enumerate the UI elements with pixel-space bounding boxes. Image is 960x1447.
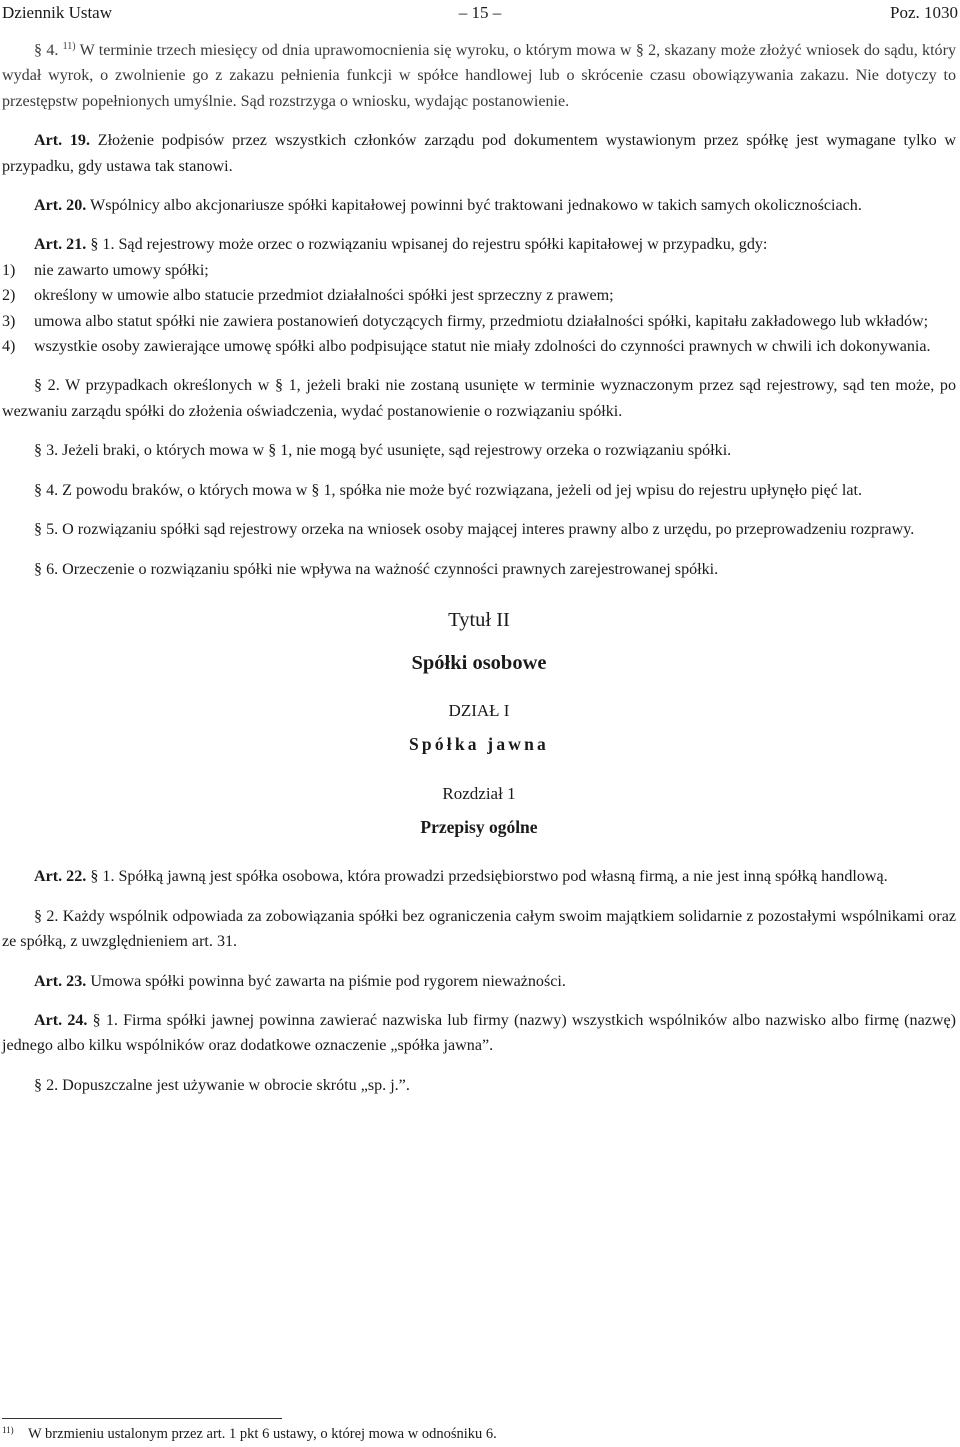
division-subheading: Spółka jawna	[408, 734, 550, 755]
article-19: Art. 19. Złożenie podpisów przez wszystkich członków zarządu pod dokumentem wystawionym przez spółkę jest wymagane tylko w przypadku, gdy ustawa tak stanowi.	[2, 132, 956, 175]
article-21-para-3: § 3. Jeżeli braki, o których mowa w § 1, nie mogą być usunięte, sąd rejestrowy orzeka o rozwiązaniu spółki.	[34, 442, 732, 460]
article-21-para-6: § 6. Orzeczenie o rozwiązaniu spółki nie wpływa na ważność czynności prawnych zarejestrowanej spółki.	[34, 560, 719, 578]
article-21-para-5: § 5. O rozwiązaniu spółki sąd rejestrowy orzeka na wniosek osoby mającej interes prawny albo z urzędu, po przeprowadzeniu rozprawy.	[34, 521, 915, 539]
article-label: Art. 22.	[34, 868, 87, 886]
article-22-para-2: § 2. Każdy wspólnik odpowiada za zobowiązania spółki bez ograniczenia całym swoim majątkiem solidarnie z pozostałymi wspólnikami oraz ze spółką, z uwzględnieniem art. 31.	[2, 907, 956, 951]
document-body	[2, 38, 956, 1098]
footnote	[2, 1424, 497, 1444]
article-23: Art. 23. Umowa spółki powinna być zawarta na piśmie pod rygorem nieważności.	[34, 972, 566, 990]
list-item: 4) wszystkie osoby zawierające umowę spółki albo podpisujące statut nie miały zdolności do czynności prawnych w chwili ich dokonywania.	[2, 338, 931, 356]
article-label: Art. 21.	[34, 236, 87, 254]
article-21-para-2: § 2. W przypadkach określonych w § 1, jeżeli braki nie zostaną usunięte w terminie wyznaczonym przez sąd rejestrowy, sąd ten może, po wezwaniu zarządu spółki do złożenia oświadczenia, wydać postanowienie o rozwiązaniu spółki.	[2, 377, 956, 420]
list-item: 3) umowa albo statut spółki nie zawiera postanowień dotyczących firmy, przedmiotu działalności spółki, kapitału zakładowego lub wkładów;	[2, 312, 929, 330]
article-24: Art. 24. § 1. Firma spółki jawnej powinna zawierać nazwiska lub firmy (nazwy) wszystkich wspólników albo nazwisko albo firmę (nazwę) jednego albo kilku wspólników oraz dodatkowe oznaczenie „spółka jawna”.	[2, 1011, 956, 1055]
footnote-ref[interactable]: 11)	[62, 41, 76, 52]
article-label: Art. 20.	[34, 197, 87, 215]
title-subheading: Spółki osobowe	[411, 652, 547, 675]
article-21: Art. 21. § 1. Sąd rejestrowy może orzec o rozwiązaniu wpisanej do rejestru spółki kapitałowej w przypadku, gdy:	[34, 236, 768, 254]
article-label: Art. 24.	[34, 1011, 88, 1029]
article-21-para-4: § 4. Z powodu braków, o których mowa w § 1, spółka nie może być rozwiązana, jeżeli od jej wpisu do rejestru upłynęło pięć lat.	[34, 481, 863, 499]
journal-title: Dziennik Ustaw	[2, 3, 113, 22]
article-22: Art. 22. § 1. Spółką jawną jest spółka osobowa, która prowadzi przedsiębiorstwo pod własną firmą, a nie jest inną spółką handlową.	[34, 868, 888, 886]
article-24-para-2: § 2. Dopuszczalne jest używanie w obrocie skrótu „sp. j.”.	[34, 1076, 410, 1094]
title-heading: Tytuł II	[448, 608, 510, 631]
article-label: Art. 23.	[34, 972, 87, 990]
footnote-number: 11)	[2, 1425, 14, 1435]
footnote-text: W brzmieniu ustalonym przez art. 1 pkt 6 ustawy, o której mowa w odnośniku 6.	[28, 1426, 497, 1442]
list-item: 1) nie zawarto umowy spółki;	[2, 261, 209, 279]
footnote-divider	[2, 1418, 282, 1419]
page-number: – 15 –	[458, 3, 502, 22]
page-header	[0, 0, 960, 26]
list-item: 2) określony w umowie albo statucie przedmiot działalności spółki jest sprzeczny z prawem;	[2, 287, 614, 305]
division-heading: DZIAŁ I	[448, 700, 510, 720]
paragraph-4: § 4. $^{11)}$ W terminie trzech miesięcy od dnia uprawomocnienia się wyroku, o którym mowa w § 2, skazany może złożyć wniosek do sądu, który wydał wyrok, o zwolnienie go z zakazu pełnienia funkcji w spółce handlowej lub o skrócenie czasu obowiązywania zakazu. Nie dotyczy to przestępstw popełnionych umyślnie. Sąd rozstrzyga o wniosku, wydając postanowienie.	[2, 41, 956, 110]
chapter-subheading: Przepisy ogólne	[420, 816, 538, 837]
article-label: Art. 19.	[34, 132, 91, 150]
article-20: Art. 20. Wspólnicy albo akcjonariusze spółki kapitałowej powinni być traktowani jednakowo w takich samych okolicznościach.	[34, 197, 862, 215]
chapter-heading: Rozdział 1	[442, 783, 516, 803]
position-number: Poz. 1030	[890, 3, 958, 22]
